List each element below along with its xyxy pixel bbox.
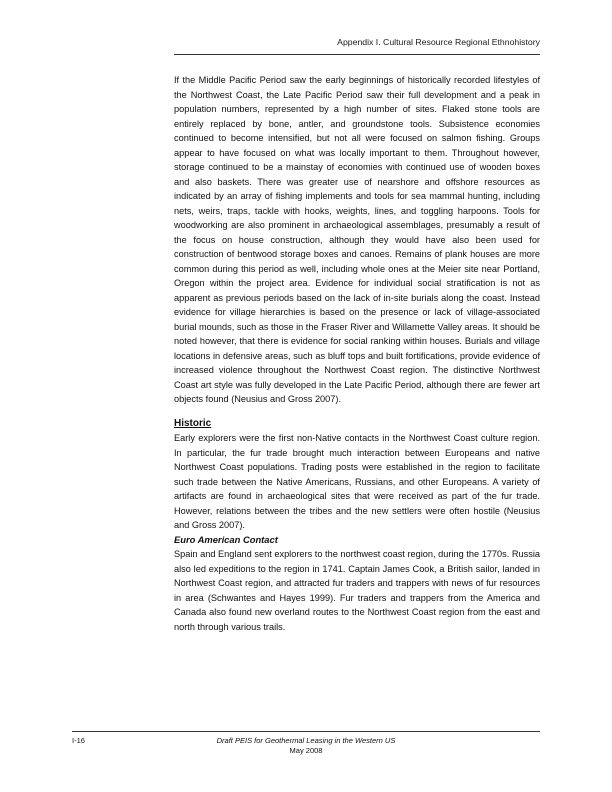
footer-page-number: I-16 [72,736,85,745]
subsection-heading-euro-american-contact: Euro American Contact [174,533,278,545]
footer-date: May 2008 [289,746,323,755]
running-header: Appendix I. Cultural Resource Regional Ethnohistory [337,37,540,47]
section-heading-historic: Historic [174,417,212,429]
footer-document-title: Draft PEIS for Geothermal Leasing in the Western US [216,736,396,745]
body-paragraph-euro-american-contact: Spain and England sent explorers to the northwest coast region, during the 1770s. Russia also led expeditions to the region in 1741. Captain James Cook, a British sailor, landed in Northwest Coast region, and attracted fur traders and trappers with news of fur resources in area (Schwantes and Hayes 1999). Fur traders and trappers from the America and Canada also found new overland routes to the Northwest Coast region from the east and north through various trails. [174,549,540,632]
footer-rule [72,731,540,732]
body-paragraph-historic: Early explorers were the first non-Native contacts in the Northwest Coast culture region. In particular, the fur trade brought much interaction between Europeans and native Northwest Coast populations. Trading posts were established in the region to facilitate such trade between the Native Americans, Russians, and other Europeans. A variety of artifacts are found in archaeological sites that were received as part of the fur trade. However, relations between the tribes and the new settlers were often hostile (Neusius and Gross 2007). [174,433,540,530]
header-rule [174,54,540,55]
footer-center [72,736,540,756]
main-content [174,73,540,634]
body-paragraph: If the Middle Pacific Period saw the early beginnings of historically recorded lifestyles of the Northwest Coast, the Late Pacific Period saw their full development and a peak in population numbers, represented by a high number of sites. Flaked stone tools are entirely replaced by bone, antler, and groundstone tools. Subsistence economies continued to become intensified, but not all were focused on salmon fishing. Groups appear to have focused on what was locally important to them. Throughout however, storage continued to be a mainstay of economies with continued use of wooden boxes and also baskets. There was greater use of nearshore and offshore resources as indicated by an array of fishing implements and tools for sea mammal hunting, including nets, weirs, traps, tackle with hooks, weights, lines, and toggling harpoons. Tools for woodworking are also prominent in archaeological assemblages, presumably a result of the focus on house construction, although they would have also been used for construction of bentwood storage boxes and canoes. Remains of plank houses are more common during this period as well, including whole ones at the Meier site near Portland, Oregon within the project area. Evidence for individual social stratification is not as apparent as previous periods based on the lack of in-site burials along the coast. Instead evidence for village hierarchies is based on the presence or lack of village-associated burial mounds, such as those in the Fraser River and Willamette Valley areas. It should be noted however, that there is evidence for social ranking within houses. Burials and village locations in defensive areas, such as bluff tops and built fortifications, provide evidence of increased violence throughout the Northwest Coast region. The distinctive Northwest Coast art style was fully developed in the Late Pacific Period, although there are fewer art objects found (Neusius and Gross 2007). [174,75,540,404]
